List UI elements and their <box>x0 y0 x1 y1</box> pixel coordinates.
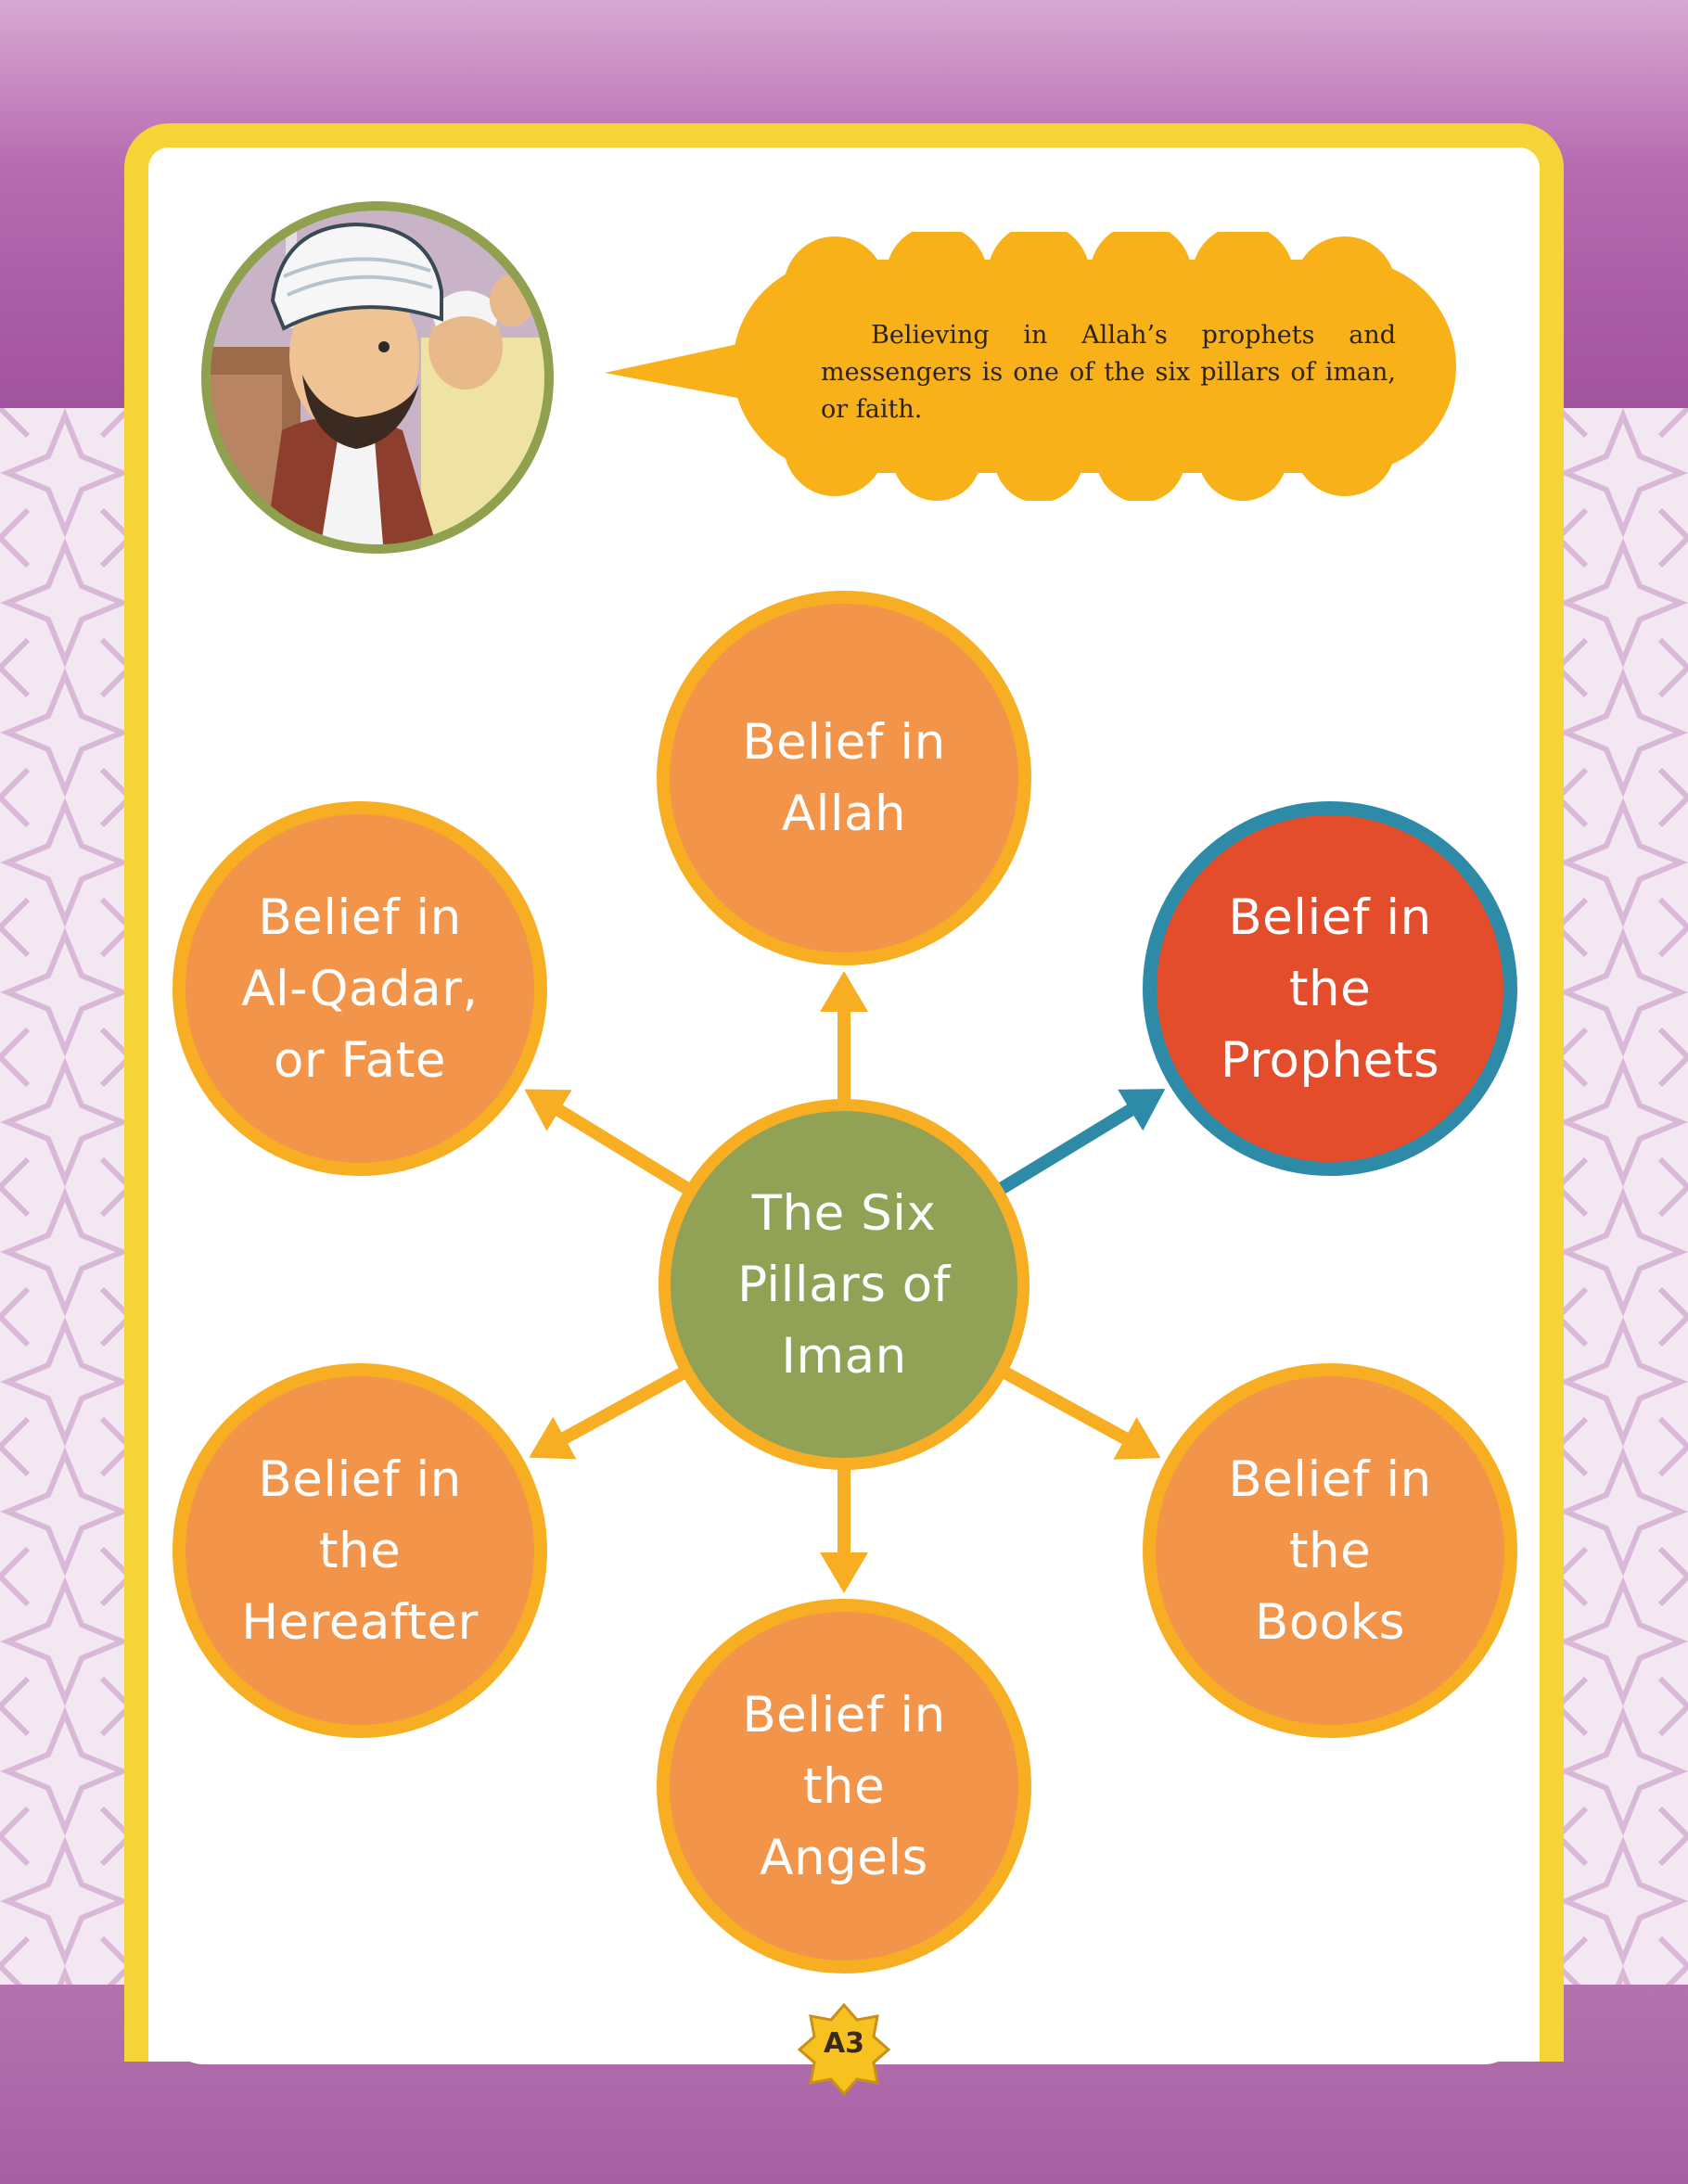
pillar-label: Belief in the Prophets <box>1220 888 1440 1089</box>
pillar-label: Belief in the Books <box>1228 1450 1432 1651</box>
pillar-label: Belief in the Hereafter <box>241 1450 479 1651</box>
center-node <box>659 1099 1029 1470</box>
pillar-node-books <box>1143 1363 1517 1738</box>
pillar-label: Belief in the Angels <box>742 1686 946 1886</box>
pillar-label: Belief in Al-Qadar, or Fate <box>241 888 479 1089</box>
arrow-to-prophets-shaft <box>999 1108 1133 1190</box>
arrow-to-hereafter-shaft <box>561 1372 684 1439</box>
arrow-to-angels <box>820 1466 868 1593</box>
pillar-node-prophets <box>1143 801 1517 1176</box>
pillar-label: Belief in Allah <box>742 714 946 842</box>
arrow-to-hereafter <box>529 1372 684 1459</box>
arrow-to-allah <box>820 971 868 1103</box>
pillar-node-hereafter <box>173 1363 547 1738</box>
page-number: A3 <box>823 2027 865 2060</box>
pillar-node-qadar <box>173 801 547 1176</box>
speech-bubble-text: Believing in Allah’s prophets and messengers is one of the six pillars of iman, or faith. <box>821 321 1396 424</box>
pillar-node-allah <box>657 591 1031 965</box>
arrow-to-books <box>1004 1372 1161 1460</box>
arrow-to-angels-head <box>820 1552 868 1593</box>
arrow-to-prophets <box>999 1089 1165 1190</box>
arrow-to-qadar-shaft <box>556 1108 689 1189</box>
center-node-label: The Six Pillars of Iman <box>737 1184 951 1385</box>
pillar-node-angels <box>657 1599 1031 1973</box>
arrow-to-qadar <box>524 1089 688 1189</box>
arrow-to-allah-head <box>820 971 868 1012</box>
arrow-to-books-shaft <box>1004 1372 1129 1440</box>
